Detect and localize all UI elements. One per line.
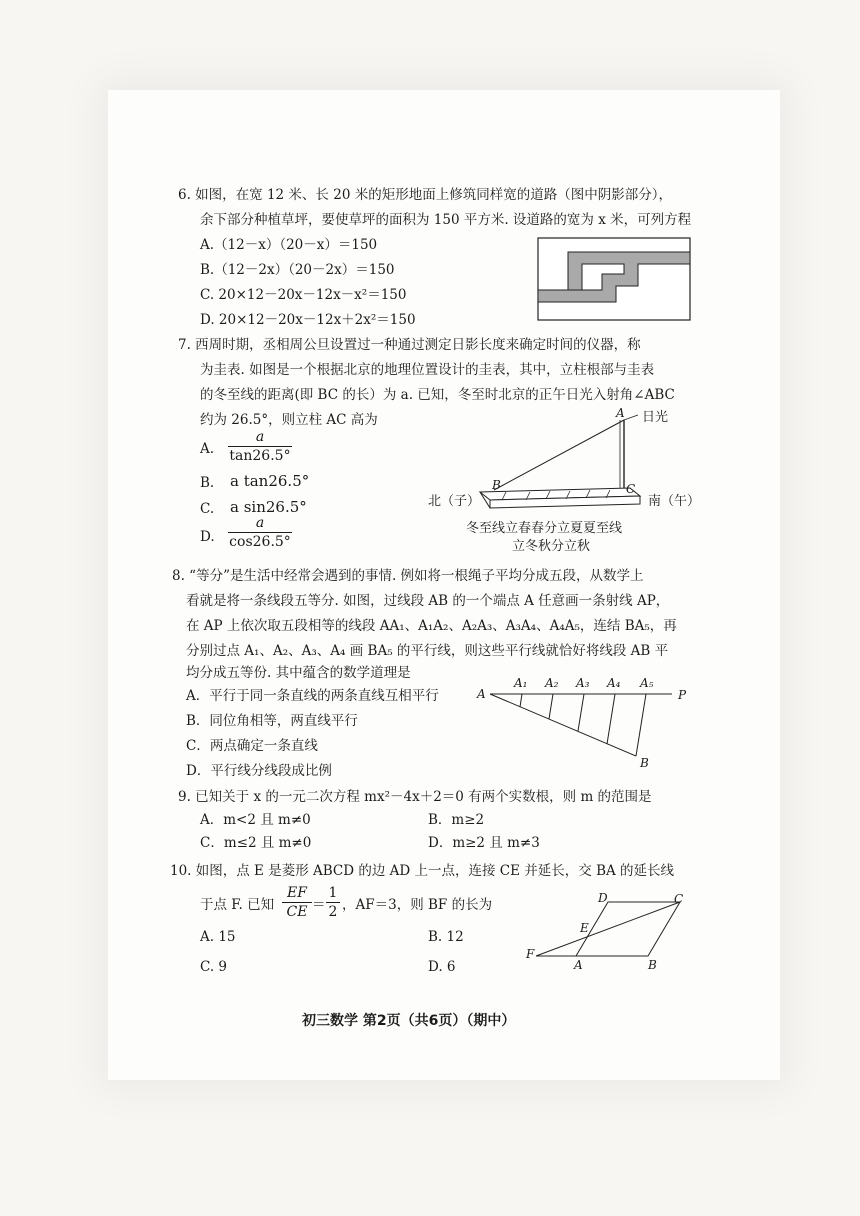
q7-option-b-text: a tan26.5° bbox=[230, 472, 310, 490]
q10-option-c: C. 9 bbox=[200, 959, 228, 975]
q10-rhombus-figure bbox=[530, 900, 690, 964]
q10-option-b: B. 12 bbox=[428, 929, 464, 945]
q10-stem-line2-end: ，AF＝3，则 BF 的长为 bbox=[342, 897, 493, 913]
q6-option-b: B.（12－2x）（20－2x）＝150 bbox=[200, 262, 395, 278]
q10-ratio-fraction bbox=[282, 884, 312, 921]
q7-option-b-label: B. bbox=[200, 475, 215, 491]
q10-option-d: D. 6 bbox=[428, 959, 456, 975]
q8-fig-point-a: A bbox=[477, 687, 486, 701]
q9-option-b: B．m≥2 bbox=[428, 812, 485, 828]
q10-fig-point-c: C bbox=[674, 892, 684, 906]
q6-road-figure bbox=[538, 238, 690, 320]
q9-option-d: D．m≥2 且 m≠3 bbox=[428, 835, 540, 851]
q8-option-b: B．同位角相等，两直线平行 bbox=[186, 713, 358, 729]
q8-option-a: A．平行于同一条直线的两条直线互相平行 bbox=[186, 688, 439, 704]
q6-option-d: D. 20×12－20x－12x＋2x²＝150 bbox=[200, 312, 416, 328]
q8-fig-point-a1: A₁ bbox=[514, 676, 528, 690]
q10-stem-line1: 10. 如图，点 E 是菱形 ABCD 的边 AD 上一点，连接 CE 并延长，交 BA 的延长线 bbox=[170, 863, 675, 879]
q10-option-a: A. 15 bbox=[200, 929, 236, 945]
q10-fig-point-b: B bbox=[648, 958, 657, 972]
page-footer: 初三数学 第2页（共6页）（期中） bbox=[302, 1013, 516, 1029]
q10-ratio-numerator: EF bbox=[287, 885, 307, 901]
q10-fig-point-e: E bbox=[580, 921, 589, 935]
q7-option-a-denominator: tan26.5° bbox=[229, 448, 291, 464]
q7-fig-sunlight-label: 日光 bbox=[642, 410, 669, 425]
q7-option-d-fraction bbox=[228, 514, 292, 551]
q7-stem-line2: 为圭表. 如图是一个根据北京的地理位置设计的圭表，其中，立柱根部与圭表 bbox=[200, 362, 655, 378]
q10-fig-point-f: F bbox=[526, 947, 535, 961]
q8-fig-point-a2: A₂ bbox=[545, 676, 559, 690]
q8-fig-point-b: B bbox=[640, 756, 649, 770]
q7-option-a-numerator: a bbox=[255, 429, 265, 445]
q10-half-numerator: 1 bbox=[328, 885, 338, 901]
q8-stem-line3: 在 AP 上依次取五段相等的线段 AA₁、A₁A₂、A₂A₃、A₃A₄、A₄A₅，连结 BA₅，再 bbox=[186, 618, 677, 634]
q8-fig-point-a4: A₄ bbox=[607, 676, 621, 690]
q7-fig-point-c: C bbox=[626, 482, 636, 496]
q8-stem-line4: 分别过点 A₁、A₂、A₃、A₄ 画 BA₅ 的平行线，则这些平行线就恰好将线段 AB 平 bbox=[186, 643, 669, 659]
q8-fig-point-p: P bbox=[678, 688, 687, 702]
q9-option-c: C．m≤2 且 m≠0 bbox=[200, 835, 312, 851]
q7-option-a-fraction bbox=[228, 428, 292, 465]
q8-stem-line2: 看就是将一条线段五等分. 如图，过线段 AB 的一个端点 A 任意画一条射线 AP， bbox=[186, 593, 670, 609]
q7-option-d-numerator: a bbox=[255, 515, 265, 531]
q10-stem-line2-start: 于点 F. 已知 bbox=[200, 897, 275, 913]
q7-fig-north-label: 北（子） bbox=[428, 494, 481, 509]
q8-fig-point-a3: A₃ bbox=[576, 676, 590, 690]
q8-segment-figure bbox=[486, 686, 676, 766]
q9-option-a: A．m<2 且 m≠0 bbox=[200, 812, 311, 828]
q10-half-denominator: 2 bbox=[326, 902, 340, 921]
q7-option-a-label: A. bbox=[200, 441, 215, 457]
q7-option-c-text: a sin26.5° bbox=[230, 498, 307, 516]
q10-fig-point-a: A bbox=[574, 958, 583, 972]
q8-stem-line1: 8. “等分”是生活中经常会遇到的事情. 例如将一根绳子平均分成五段，从数学上 bbox=[172, 568, 644, 584]
q6-stem-line1: 6. 如图，在宽 12 米、长 20 米的矩形地面上修筑同样宽的道路（图中阴影部分）， bbox=[178, 187, 672, 203]
q8-option-c: C．两点确定一条直线 bbox=[186, 738, 318, 754]
q7-option-c-label: C. bbox=[200, 501, 215, 517]
q7-option-d-label: D. bbox=[200, 529, 215, 545]
q7-option-d-denominator: cos26.5° bbox=[229, 534, 291, 550]
q7-fig-south-label: 南（午） bbox=[648, 494, 701, 509]
q6-option-c: C. 20×12－20x－12x－x²＝150 bbox=[200, 287, 407, 303]
q7-fig-point-a: A bbox=[616, 406, 625, 420]
q9-stem: 9. 已知关于 x 的一元二次方程 mx²－4x＋2＝0 有两个实数根，则 m 的范围是 bbox=[178, 789, 652, 805]
q7-stem-line4: 约为 26.5°，则立柱 AC 高为 bbox=[200, 412, 378, 428]
q8-fig-point-a5: A₅ bbox=[640, 676, 654, 690]
q7-fig-scale-row1: 冬至线立春春分立夏夏至线 bbox=[466, 521, 623, 536]
q7-stem-line1: 7. 西周时期，丞相周公旦设置过一种通过测定日影长度来确定时间的仪器，称 bbox=[178, 337, 641, 353]
q8-option-d: D．平行线分线段成比例 bbox=[186, 763, 332, 779]
q8-stem-line5: 均分成五等份. 其中蕴含的数学道理是 bbox=[186, 665, 411, 681]
q6-stem-line2: 余下部分种植草坪，要使草坪的面积为 150 平方米. 设道路的宽为 x 米，可列方程 bbox=[200, 212, 692, 228]
q10-half-fraction bbox=[326, 884, 340, 921]
q6-option-a: A.（12－x）（20－x）＝150 bbox=[200, 237, 378, 253]
q7-stem-line3: 的冬至线的距离(即 BC 的长）为 a. 已知，冬至时北京的正午日光入射角∠ABC bbox=[200, 387, 675, 403]
q10-fig-point-d: D bbox=[598, 891, 608, 905]
q10-ratio-denominator: CE bbox=[282, 902, 312, 921]
q10-equals: ＝ bbox=[312, 897, 326, 913]
q7-fig-point-b: B bbox=[492, 478, 501, 492]
q7-fig-scale-row2: 立冬秋分立秋 bbox=[512, 539, 591, 554]
q7-gnomon-figure bbox=[470, 412, 670, 522]
